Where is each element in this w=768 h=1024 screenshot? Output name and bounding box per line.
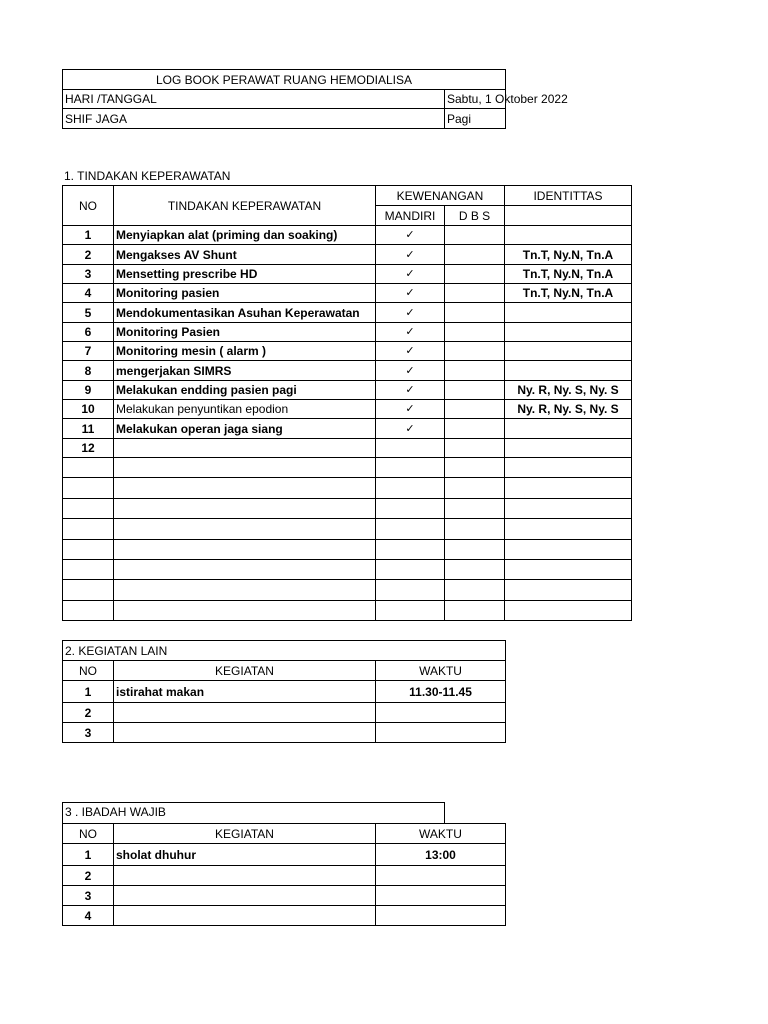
dbs-cell [445,303,505,323]
action-cell [114,601,376,621]
independent-check-cell: ✓ [376,226,445,245]
dbs-cell [445,245,505,265]
dbs-cell [445,580,505,601]
dbs-cell [445,361,505,381]
action-cell: Monitoring mesin ( alarm ) [114,342,376,361]
dbs-cell [445,342,505,361]
col-header-time: WAKTU [376,824,506,844]
row-no-cell: 12 [63,439,114,458]
independent-check-cell: ✓ [376,400,445,419]
action-cell: Melakukan endding pasien pagi [114,381,376,400]
section-title-row [63,641,506,661]
activity-cell [114,703,376,723]
dbs-cell [445,265,505,284]
identity-cell [505,580,632,601]
table-row [63,361,632,381]
col-header-no: NO [63,824,114,844]
worship-table [62,823,506,926]
table-row [63,458,632,478]
independent-check-cell: ✓ [376,284,445,303]
independent-check-cell: ✓ [376,381,445,400]
identity-cell [505,303,632,323]
action-cell [114,519,376,540]
independent-check-cell [376,499,445,519]
table-row [63,580,632,601]
date-label: HARI /TANGGAL [63,90,445,109]
action-cell: mengerjakan SIMRS [114,361,376,381]
dbs-cell [445,478,505,499]
time-cell: 11.30-11.45 [376,681,506,703]
identity-cell: Ny. R, Ny. S, Ny. S [505,400,632,419]
row-no-cell: 4 [63,284,114,303]
time-cell [376,703,506,723]
action-cell [114,499,376,519]
identity-cell [505,601,632,621]
table-row [63,400,632,419]
dbs-cell [445,323,505,342]
shift-label: SHIF JAGA [63,109,445,129]
action-cell [114,458,376,478]
identity-cell: Tn.T, Ny.N, Tn.A [505,265,632,284]
dbs-cell [445,560,505,580]
table-row [63,265,632,284]
action-cell [114,580,376,601]
row-no-cell [63,458,114,478]
dbs-cell [445,499,505,519]
table-row [63,886,506,906]
date-value: Sabtu, 1 Oktober 2022 [445,90,506,109]
action-cell [114,478,376,499]
identity-cell [505,361,632,381]
table-header-row [63,661,506,681]
dbs-cell [445,381,505,400]
action-cell [114,560,376,580]
action-cell: Mengakses AV Shunt [114,245,376,265]
independent-check-cell [376,560,445,580]
dbs-cell [445,400,505,419]
row-no-cell: 9 [63,381,114,400]
activity-cell: sholat dhuhur [114,844,376,866]
col-header-activity: KEGIATAN [114,661,376,681]
identity-cell [505,458,632,478]
action-cell: Melakukan penyuntikan epodion [114,400,376,419]
activity-cell [114,906,376,926]
section-3-title: 3 . IBADAH WAJIB [62,802,445,824]
table-row [63,499,632,519]
col-header-identity-blank [505,206,632,226]
row-no-cell: 6 [63,323,114,342]
table-row [63,866,506,886]
row-no-cell: 3 [63,265,114,284]
action-cell [114,540,376,560]
identity-cell [505,419,632,439]
row-no-cell: 1 [63,226,114,245]
table-row [63,342,632,361]
table-row [63,245,632,265]
dbs-cell [445,419,505,439]
table-row [63,381,632,400]
table-row [63,323,632,342]
independent-check-cell: ✓ [376,303,445,323]
dbs-cell [445,226,505,245]
table-row [63,703,506,723]
table-row [63,519,632,540]
identity-cell [505,439,632,458]
row-no-cell: 8 [63,361,114,381]
activity-cell [114,886,376,906]
independent-check-cell: ✓ [376,419,445,439]
table-row [63,478,632,499]
date-row [63,90,506,109]
table-row [63,540,632,560]
dbs-cell [445,458,505,478]
table-header-row [63,824,506,844]
table-row [63,439,632,458]
row-no-cell: 1 [63,844,114,866]
section-2-title: 2. KEGIATAN LAIN [63,641,506,661]
time-cell: 13:00 [376,844,506,866]
col-header-independent: MANDIRI [376,206,445,226]
table-row [63,723,506,743]
table-row [63,906,506,926]
table-row [63,303,632,323]
independent-check-cell: ✓ [376,245,445,265]
section-1-title: 1. TINDAKAN KEPERAWATAN [64,169,231,183]
independent-check-cell [376,601,445,621]
logbook-title: LOG BOOK PERAWAT RUANG HEMODIALISA [63,70,506,90]
row-no-cell [63,560,114,580]
table-row [63,419,632,439]
table-row [63,284,632,303]
action-cell: Mensetting prescribe HD [114,265,376,284]
independent-check-cell [376,519,445,540]
identity-cell: Tn.T, Ny.N, Tn.A [505,284,632,303]
identity-cell [505,342,632,361]
shift-row [63,109,506,129]
action-cell: Mendokumentasikan Asuhan Keperawatan [114,303,376,323]
table-row [63,844,506,866]
row-no-cell: 3 [63,886,114,906]
independent-check-cell: ✓ [376,323,445,342]
activity-cell: istirahat makan [114,681,376,703]
row-no-cell: 1 [63,681,114,703]
identity-cell [505,560,632,580]
time-cell [376,723,506,743]
action-cell: Monitoring pasien [114,284,376,303]
row-no-cell [63,601,114,621]
identity-cell [505,226,632,245]
row-no-cell: 4 [63,906,114,926]
independent-check-cell [376,540,445,560]
row-no-cell: 3 [63,723,114,743]
row-no-cell: 7 [63,342,114,361]
identity-cell: Tn.T, Ny.N, Tn.A [505,245,632,265]
independent-check-cell: ✓ [376,361,445,381]
activity-cell [114,866,376,886]
independent-check-cell: ✓ [376,342,445,361]
table-row [63,681,506,703]
dbs-cell [445,439,505,458]
time-cell [376,886,506,906]
identity-cell [505,478,632,499]
header-table [62,69,568,129]
table-header-row [63,186,632,206]
action-cell: Menyiapkan alat (priming dan soaking) [114,226,376,245]
identity-cell [505,540,632,560]
independent-check-cell [376,478,445,499]
col-header-authority: KEWENANGAN [376,186,505,206]
identity-cell [505,519,632,540]
shift-value: Pagi [445,109,506,129]
col-header-no: NO [63,186,114,226]
header-title-row [63,70,506,90]
row-no-cell [63,519,114,540]
time-cell [376,866,506,886]
row-no-cell: 2 [63,703,114,723]
col-header-dbs: D B S [445,206,505,226]
row-no-cell [63,580,114,601]
row-no-cell: 10 [63,400,114,419]
nursing-actions-table [62,185,632,621]
row-no-cell [63,540,114,560]
table-row [63,601,632,621]
col-header-time: WAKTU [376,661,506,681]
time-cell [376,906,506,926]
independent-check-cell [376,580,445,601]
other-activities-table [62,640,506,743]
identity-cell [505,499,632,519]
col-header-no: NO [63,661,114,681]
row-no-cell: 2 [63,866,114,886]
table-row [63,560,632,580]
col-header-activity: KEGIATAN [114,824,376,844]
action-cell: Monitoring Pasien [114,323,376,342]
col-header-action: TINDAKAN KEPERAWATAN [114,186,376,226]
row-no-cell: 5 [63,303,114,323]
col-header-identity: IDENTITTAS [505,186,632,206]
identity-cell [505,323,632,342]
row-no-cell: 11 [63,419,114,439]
dbs-cell [445,519,505,540]
dbs-cell [445,601,505,621]
action-cell [114,439,376,458]
table-row [63,226,632,245]
independent-check-cell: ✓ [376,265,445,284]
action-cell: Melakukan operan jaga siang [114,419,376,439]
identity-cell: Ny. R, Ny. S, Ny. S [505,381,632,400]
row-no-cell [63,499,114,519]
activity-cell [114,723,376,743]
row-no-cell: 2 [63,245,114,265]
dbs-cell [445,540,505,560]
independent-check-cell [376,458,445,478]
independent-check-cell [376,439,445,458]
dbs-cell [445,284,505,303]
row-no-cell [63,478,114,499]
